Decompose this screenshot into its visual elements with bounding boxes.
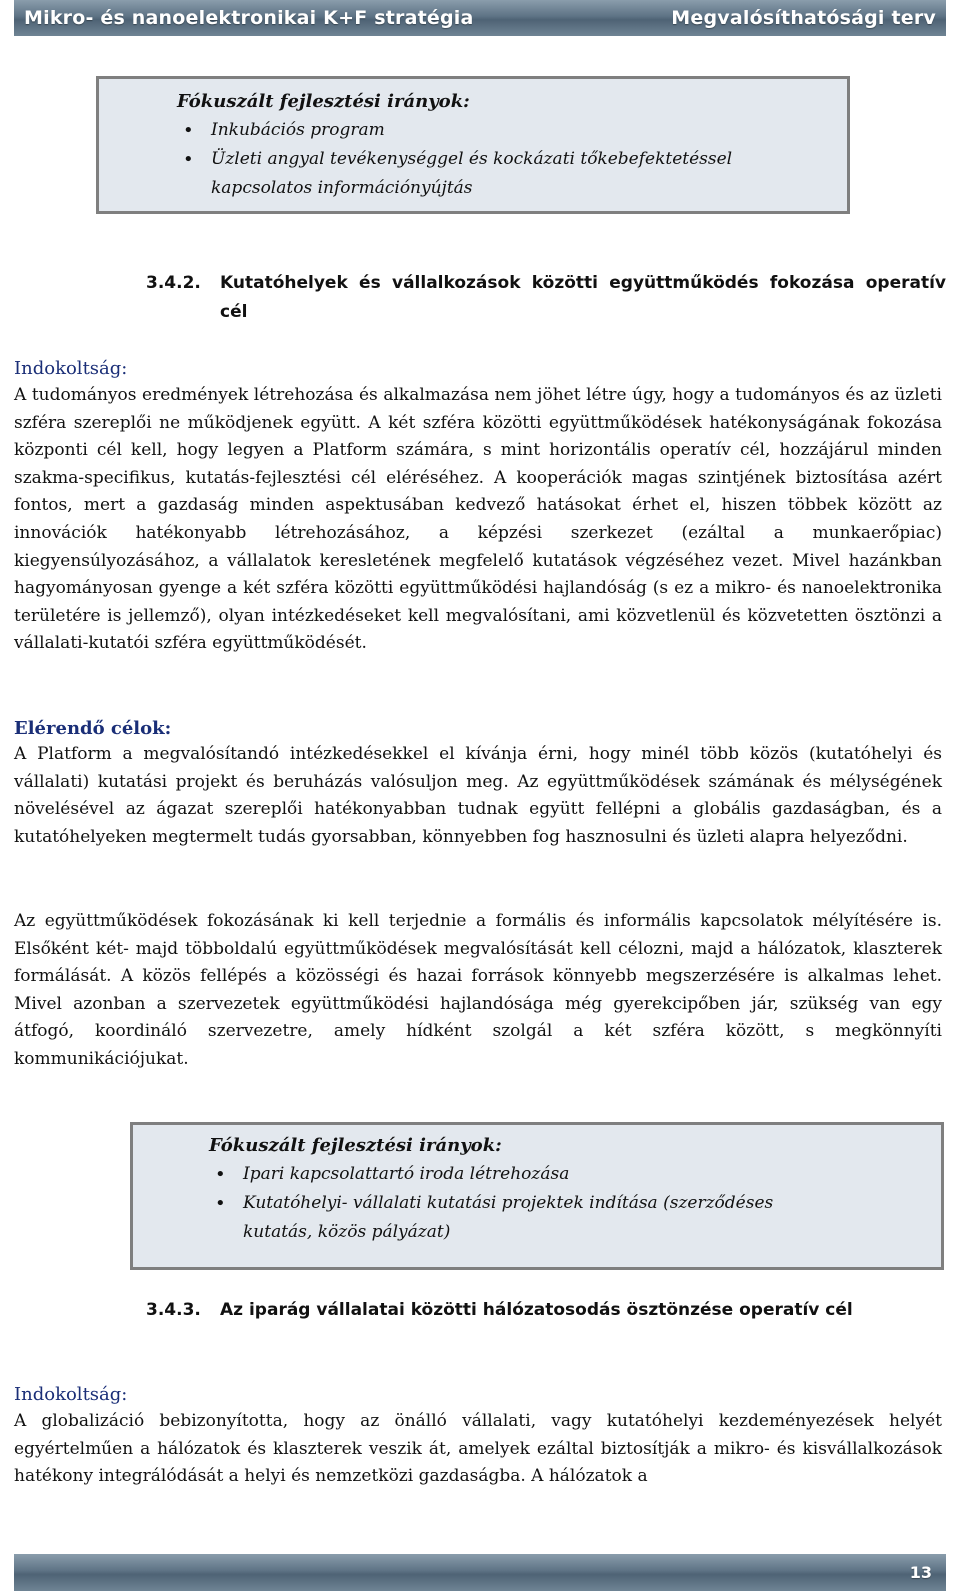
focus-box-title: Fókuszált fejlesztési irányok:	[209, 1135, 502, 1156]
goals-label: Elérendő célok:	[14, 718, 172, 739]
focus-box-2	[130, 1122, 944, 1270]
section-number: 3.4.2.	[146, 273, 201, 293]
justification-paragraph: A globalizáció bebizonyította, hogy az önálló vállalati, vagy kutatóhelyi kezdeményezések helyét egyértelműen a hálózatok és klaszterek veszik át, amelyek ezáltal biztosítják a mikro- és kisvállalkozások hatékony integrálódását a helyi és nemzetközi gazdaságba. A hálózatok a	[14, 1411, 942, 1487]
header-document-type: Megvalósíthatósági terv	[671, 7, 936, 29]
page-footer	[14, 1554, 946, 1591]
goals-paragraph-1: A Platform a megvalósítandó intézkedésekkel el kívánja érni, hogy minél több közös (kutatóhelyi és vállalati) kutatási projekt és beruházás valósuljon meg. Az együttműködések számának és mélységének növelésével az ágazat szereplői hatékonyabban tudnak együtt fellépni a globális gazdaságban, és a kutatóhelyeken megtermelt tudás gyorsabban, könnyebben fog hasznosulni és üzleti alapra helyeződni.	[14, 744, 942, 847]
page-number: 13	[909, 1563, 932, 1582]
page-header	[14, 0, 946, 36]
section-number: 3.4.3.	[146, 1300, 201, 1320]
justification-label: Indokoltság:	[14, 358, 128, 379]
focus-box-title: Fókuszált fejlesztési irányok:	[177, 91, 470, 112]
justification-label: Indokoltság:	[14, 1384, 128, 1405]
section-heading-3-4-2	[146, 269, 946, 327]
justification-paragraph: A tudományos eredmények létrehozása és alkalmazása nem jöhet létre úgy, hogy a tudományos és az üzleti szféra szereplői ne működjenek együtt. A két szféra közötti együttműködések hatékonyságának fokozása központi cél kell, hogy legyen a Platform számára, s mint horizontális operatív cél, hozzájárul minden szakma-specifikus, kutatás-fejlesztési cél eléréséhez. A kooperációk magas szintjének biztosítása azért fontos, mert a gazdaság minden aspektusában kedvező hatásokat érhet el, hiszen többek között az innovációk hatékonyabb létrehozásához, a képzési szerkezet (ezáltal a munkaerőpiac) kiegyensúlyozásához, a vállalatok keresletének megfelelő kutatások végzéséhez vezet. Mivel hazánkban hagyományosan gyenge a két szféra közötti együttműködési hajlandóság (s ez a mikro- és nanoelektronika területére is jellemző), olyan intézkedéseket kell megvalósítani, ami közvetlenül és közvetetten ösztönzi a vállalati-kutatói szféra együttműködését.	[14, 385, 942, 654]
section-title: Kutatóhelyek és vállalkozások közötti együttműködés fokozása operatív cél	[220, 273, 946, 322]
goals-paragraph-2: Az együttműködések fokozásának ki kell terjednie a formális és informális kapcsolatok mélyítésére is. Elsőként két- majd többoldalú együttműködések megvalósítását kell célozni, majd a hálózatok, klaszterek formálását. A közös fellépés a közösségi és hazai források könnyebb megszerzésére is alkalmas lehet. Mivel azonban a szervezetek együttműködési hajlandósága még gyerekcipőben jár, szükség van egy átfogó, koordináló szervezetre, amely hídként szolgál a két szféra között, s megkönnyíti kommunikációjukat.	[14, 911, 942, 1069]
focus-box-1	[96, 76, 850, 214]
section-title: Az iparág vállalatai közötti hálózatosodás ösztönzése operatív cél	[220, 1300, 853, 1320]
list-item: • Üzleti angyal tevékenységgel és kockázati tőkebefektetéssel kapcsolatos információnyújtás	[177, 145, 831, 203]
list-item: • Ipari kapcsolattartó iroda létrehozása	[209, 1160, 901, 1189]
list-item: • Inkubációs program	[177, 116, 831, 145]
focus-list	[209, 1160, 901, 1247]
focus-list	[177, 116, 831, 203]
section-heading-3-4-3	[146, 1296, 946, 1325]
list-item: • Kutatóhelyi- vállalati kutatási projektek indítása (szerződéses kutatás, közös pályázat)	[209, 1189, 901, 1247]
header-document-title: Mikro- és nanoelektronikai K+F stratégia	[24, 7, 474, 29]
